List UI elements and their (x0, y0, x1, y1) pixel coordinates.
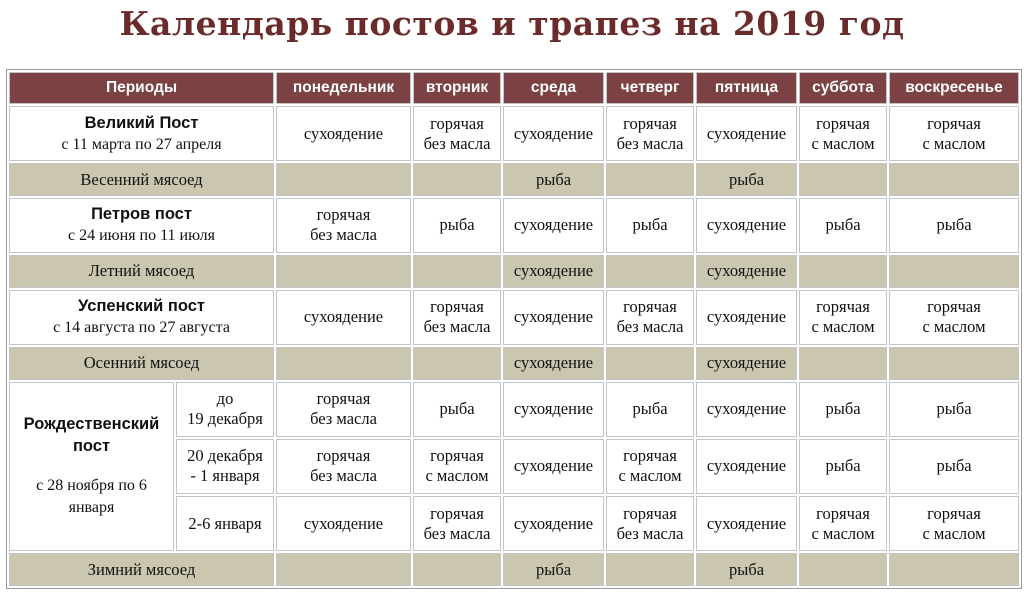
header-day: вторник (413, 72, 501, 104)
meal-cell: горячая с маслом (413, 439, 501, 494)
meal-cell: горячая с маслом (606, 439, 694, 494)
meal-cell: рыба (889, 198, 1019, 253)
meal-cell: рыба (503, 163, 604, 196)
meal-cell: горячая без масла (276, 439, 411, 494)
period-cell (9, 198, 274, 253)
meal-cell: сухоядение (276, 290, 411, 345)
row-summer-meat (9, 255, 1019, 288)
meal-cell: рыба (799, 198, 887, 253)
header-day: воскресенье (889, 72, 1019, 104)
meal-cell: сухоядение (696, 439, 797, 494)
meal-cell (889, 255, 1019, 288)
meal-cell: горячая без масла (606, 106, 694, 161)
meal-cell: рыба (413, 382, 501, 437)
meal-cell (413, 255, 501, 288)
period-dates: с 11 марта по 27 апреля (61, 135, 222, 153)
meal-cell: горячая без масла (413, 290, 501, 345)
row-peter-lent (9, 198, 1019, 253)
meal-cell (413, 163, 501, 196)
subperiod-label: 2-6 января (176, 496, 274, 551)
header-day: суббота (799, 72, 887, 104)
period-cell (9, 106, 274, 161)
meal-cell (276, 163, 411, 196)
row-autumn-meat (9, 347, 1019, 380)
meal-cell: сухоядение (276, 496, 411, 551)
meal-cell (799, 255, 887, 288)
meal-cell: сухоядение (696, 290, 797, 345)
period-name: Великий Пост (84, 113, 199, 132)
meal-cell: сухоядение (696, 496, 797, 551)
meal-cell: сухоядение (503, 198, 604, 253)
meal-cell (606, 163, 694, 196)
row-nativity-lent-1 (9, 382, 1019, 437)
meal-cell: сухоядение (696, 255, 797, 288)
meal-cell: рыба (503, 553, 604, 586)
row-great-lent (9, 106, 1019, 161)
meal-cell: сухоядение (503, 382, 604, 437)
meal-cell (889, 553, 1019, 586)
meal-cell: рыба (799, 439, 887, 494)
meal-cell (799, 163, 887, 196)
period-name: Зимний мясоед (9, 553, 274, 586)
header-row (9, 72, 1019, 104)
header-periods: Периоды (9, 72, 274, 104)
meal-cell: горячая с маслом (889, 290, 1019, 345)
meal-cell (799, 553, 887, 586)
meal-cell: рыба (889, 382, 1019, 437)
meal-cell (606, 553, 694, 586)
period-dates: с 14 августа по 27 августа (53, 319, 230, 337)
row-dormition-lent (9, 290, 1019, 345)
meal-cell: горячая без масла (276, 198, 411, 253)
meal-cell: рыба (696, 553, 797, 586)
subperiod-label: до 19 декабря (176, 382, 274, 437)
meal-cell: горячая без масла (413, 496, 501, 551)
meal-cell (413, 553, 501, 586)
meal-cell (413, 347, 501, 380)
meal-cell: рыба (799, 382, 887, 437)
meal-cell: горячая без масла (276, 382, 411, 437)
row-spring-meat (9, 163, 1019, 196)
row-winter-meat (9, 553, 1019, 586)
meal-cell (606, 347, 694, 380)
meal-cell (889, 163, 1019, 196)
meal-cell: сухоядение (696, 347, 797, 380)
meal-cell: горячая без масла (606, 496, 694, 551)
meal-cell (276, 255, 411, 288)
meal-cell: сухоядение (696, 198, 797, 253)
meal-cell: горячая с маслом (889, 496, 1019, 551)
meal-cell: сухоядение (503, 347, 604, 380)
header-day: среда (503, 72, 604, 104)
meal-cell: сухоядение (503, 255, 604, 288)
header-day: пятница (696, 72, 797, 104)
meal-cell (799, 347, 887, 380)
meal-cell (889, 347, 1019, 380)
meal-cell: рыба (696, 163, 797, 196)
meal-cell: горячая без масла (413, 106, 501, 161)
period-name: Летний мясоед (9, 255, 274, 288)
period-cell (9, 290, 274, 345)
meal-cell: рыба (889, 439, 1019, 494)
header-day: четверг (606, 72, 694, 104)
period-dates: с 24 июня по 11 июля (68, 227, 215, 245)
meal-cell: сухоядение (696, 106, 797, 161)
period-name: Петров пост (91, 205, 192, 224)
meal-cell: горячая с маслом (799, 496, 887, 551)
meal-cell (276, 553, 411, 586)
period-dates: с 28 ноября по 6 января (36, 477, 147, 517)
fasting-calendar-table (6, 69, 1022, 589)
meal-cell: сухоядение (503, 439, 604, 494)
meal-cell (276, 347, 411, 380)
meal-cell: горячая без масла (606, 290, 694, 345)
subperiod-label: 20 декабря - 1 января (176, 439, 274, 494)
period-name: Успенский пост (78, 297, 205, 316)
page-title: Календарь постов и трапез на 2019 год (119, 4, 905, 43)
meal-cell: сухоядение (276, 106, 411, 161)
meal-cell: сухоядение (696, 382, 797, 437)
meal-cell: рыба (606, 382, 694, 437)
meal-cell: рыба (413, 198, 501, 253)
period-name: Рождественский пост (23, 415, 160, 456)
period-cell (9, 382, 174, 552)
meal-cell: сухоядение (503, 290, 604, 345)
meal-cell: рыба (606, 198, 694, 253)
period-name: Осенний мясоед (9, 347, 274, 380)
meal-cell (606, 255, 694, 288)
meal-cell: горячая с маслом (889, 106, 1019, 161)
meal-cell: горячая с маслом (799, 106, 887, 161)
period-name: Весенний мясоед (9, 163, 274, 196)
meal-cell: сухоядение (503, 496, 604, 551)
header-day: понедельник (276, 72, 411, 104)
meal-cell: сухоядение (503, 106, 604, 161)
meal-cell: горячая с маслом (799, 290, 887, 345)
